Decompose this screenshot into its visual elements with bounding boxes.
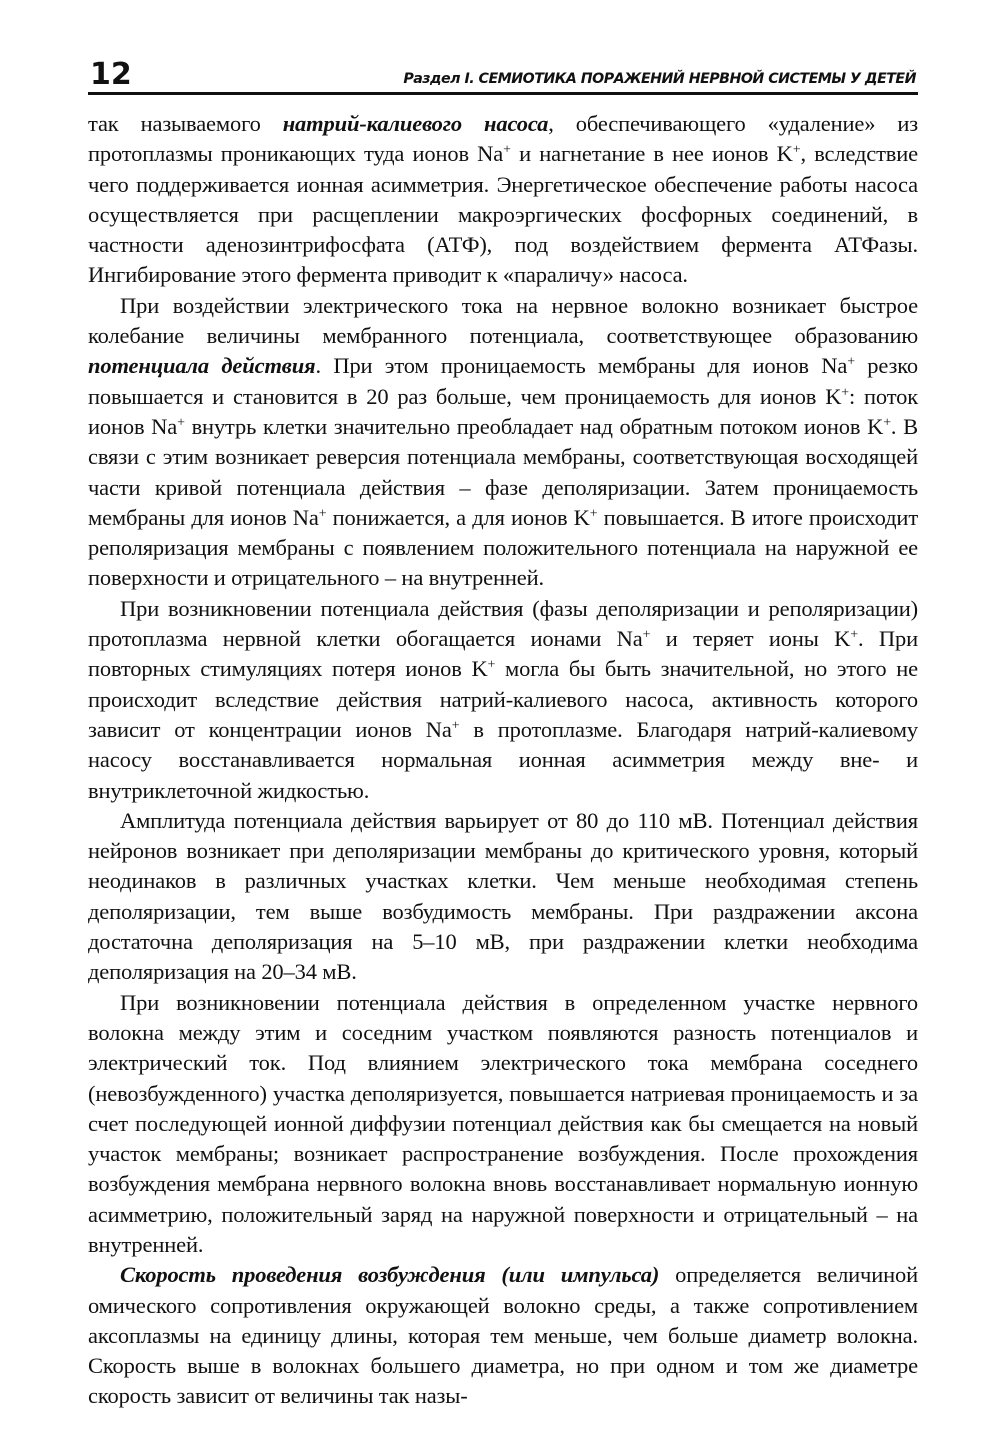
body-text xyxy=(88,109,918,1412)
paragraph-2: При воздействии электрического тока на нервное волокно возникает быстрое колебание величины мембранного потенциала, соответствующее образованию потенциала действия. При этом проницаемость мембраны для ионов Na+ резко повышается и становится в 20 раз больше, чем проницаемость для ионов K+: поток ионов Na+ внутрь клетки значительно преобладает над обратным потоком ионов K+. В связи с этим возникает реверсия потенциала мембраны, соответствующая восходящей части кривой потенциала действия – фазе деполяризации. Затем проницаемость мембраны для ионов Na+ понижается, а для ионов K+ повышается. В итоге происходит реполяризация мембраны с появлением положительного потенциала на наружной ее поверхности и отрицательного – на внутренней. xyxy=(88,292,918,591)
term-sodium-potassium-pump: натрий-калиевого насоса xyxy=(282,111,549,136)
page-number: 12 xyxy=(90,57,132,92)
term-action-potential: потенциала действия xyxy=(88,353,316,379)
paragraph-1: так называемого натрий-калиевого насоса, обеспечивающего «удаление» из протоплазмы проникающих туда ионов Na+ и нагнетание в нее ионов K+, вследствие чего поддерживается ионная асимметрия. Энергетическое обеспечение работы насоса осуществляется при расщеплении макроэргических фосфорных соединений, в частности аденозинтрифосфата (АТФ), под воздействием фермента АТФазы. Ингибирование этого фермента приводит к «параличу» насоса. xyxy=(88,111,919,288)
paragraph-5: При возникновении потенциала действия в определенном участке нервного волокна между этим и соседним участком появляются разность потенциалов и электрический ток. Под влиянием электрического тока мембрана соседнего (невозбужденного) участка деполяризуется, повышается натриевая проницаемость и за счет последующей ионной диффузии потенциал действия как бы смещается на новый участок мембраны; возникает распространение возбуждения. После прохождения возбуждения мембрана нервного волокна вновь восстанавливает нормальную ионную асимметрию, положительный заряд на наружной поверхности и отрицательный – на внутренней. xyxy=(88,989,918,1257)
running-head: Раздел I. СЕМИОТИКА ПОРАЖЕНИЙ НЕРВНОЙ СИСТЕМЫ У ДЕТЕЙ xyxy=(403,71,916,87)
paragraph-3: При возникновении потенциала действия (фазы деполяризации и реполяризации) протоплазма нервной клетки обогащается ионами Na+ и теряет ионы K+. При повторных стимуляциях потеря ионов K+ могла бы быть значительной, но этого не происходит вследствие действия натрий-калиевого насоса, активность которого зависит от концентрации ионов Na+ в протоплазме. Благодаря натрий-калиевому насосу восстанавливается нормальная ионная асимметрия между вне- и внутриклеточной жидкостью. xyxy=(88,595,919,803)
paragraph-4: Амплитуда потенциала действия варьирует от 80 до 110 мВ. Потенциал действия нейронов возникает при деполяризации мембраны до критического уровня, который неодинаков в различных участках клетки. Чем меньше необходимая степень деполяризации, тем выше возбудимость мембраны. При раздражении аксона достаточна деполяризация на 5–10 мВ, при раздражении клетки необходима деполяризация на 20–34 мВ. xyxy=(88,807,918,985)
term-conduction-velocity: Скорость проведения возбуждения (или импульса) xyxy=(120,1262,660,1288)
paragraph-6: Скорость проведения возбуждения (или импульса) определяется величиной омического сопротивления окружающей волокно среды, а также сопротивлением аксоплазмы на единицу длины, которая тем меньше, чем больше диаметр волокна. Скорость выше в волокнах большего диаметра, но при одном и том же диаметре скорость зависит от величины так назы- xyxy=(88,1262,918,1409)
page-header xyxy=(88,57,918,95)
